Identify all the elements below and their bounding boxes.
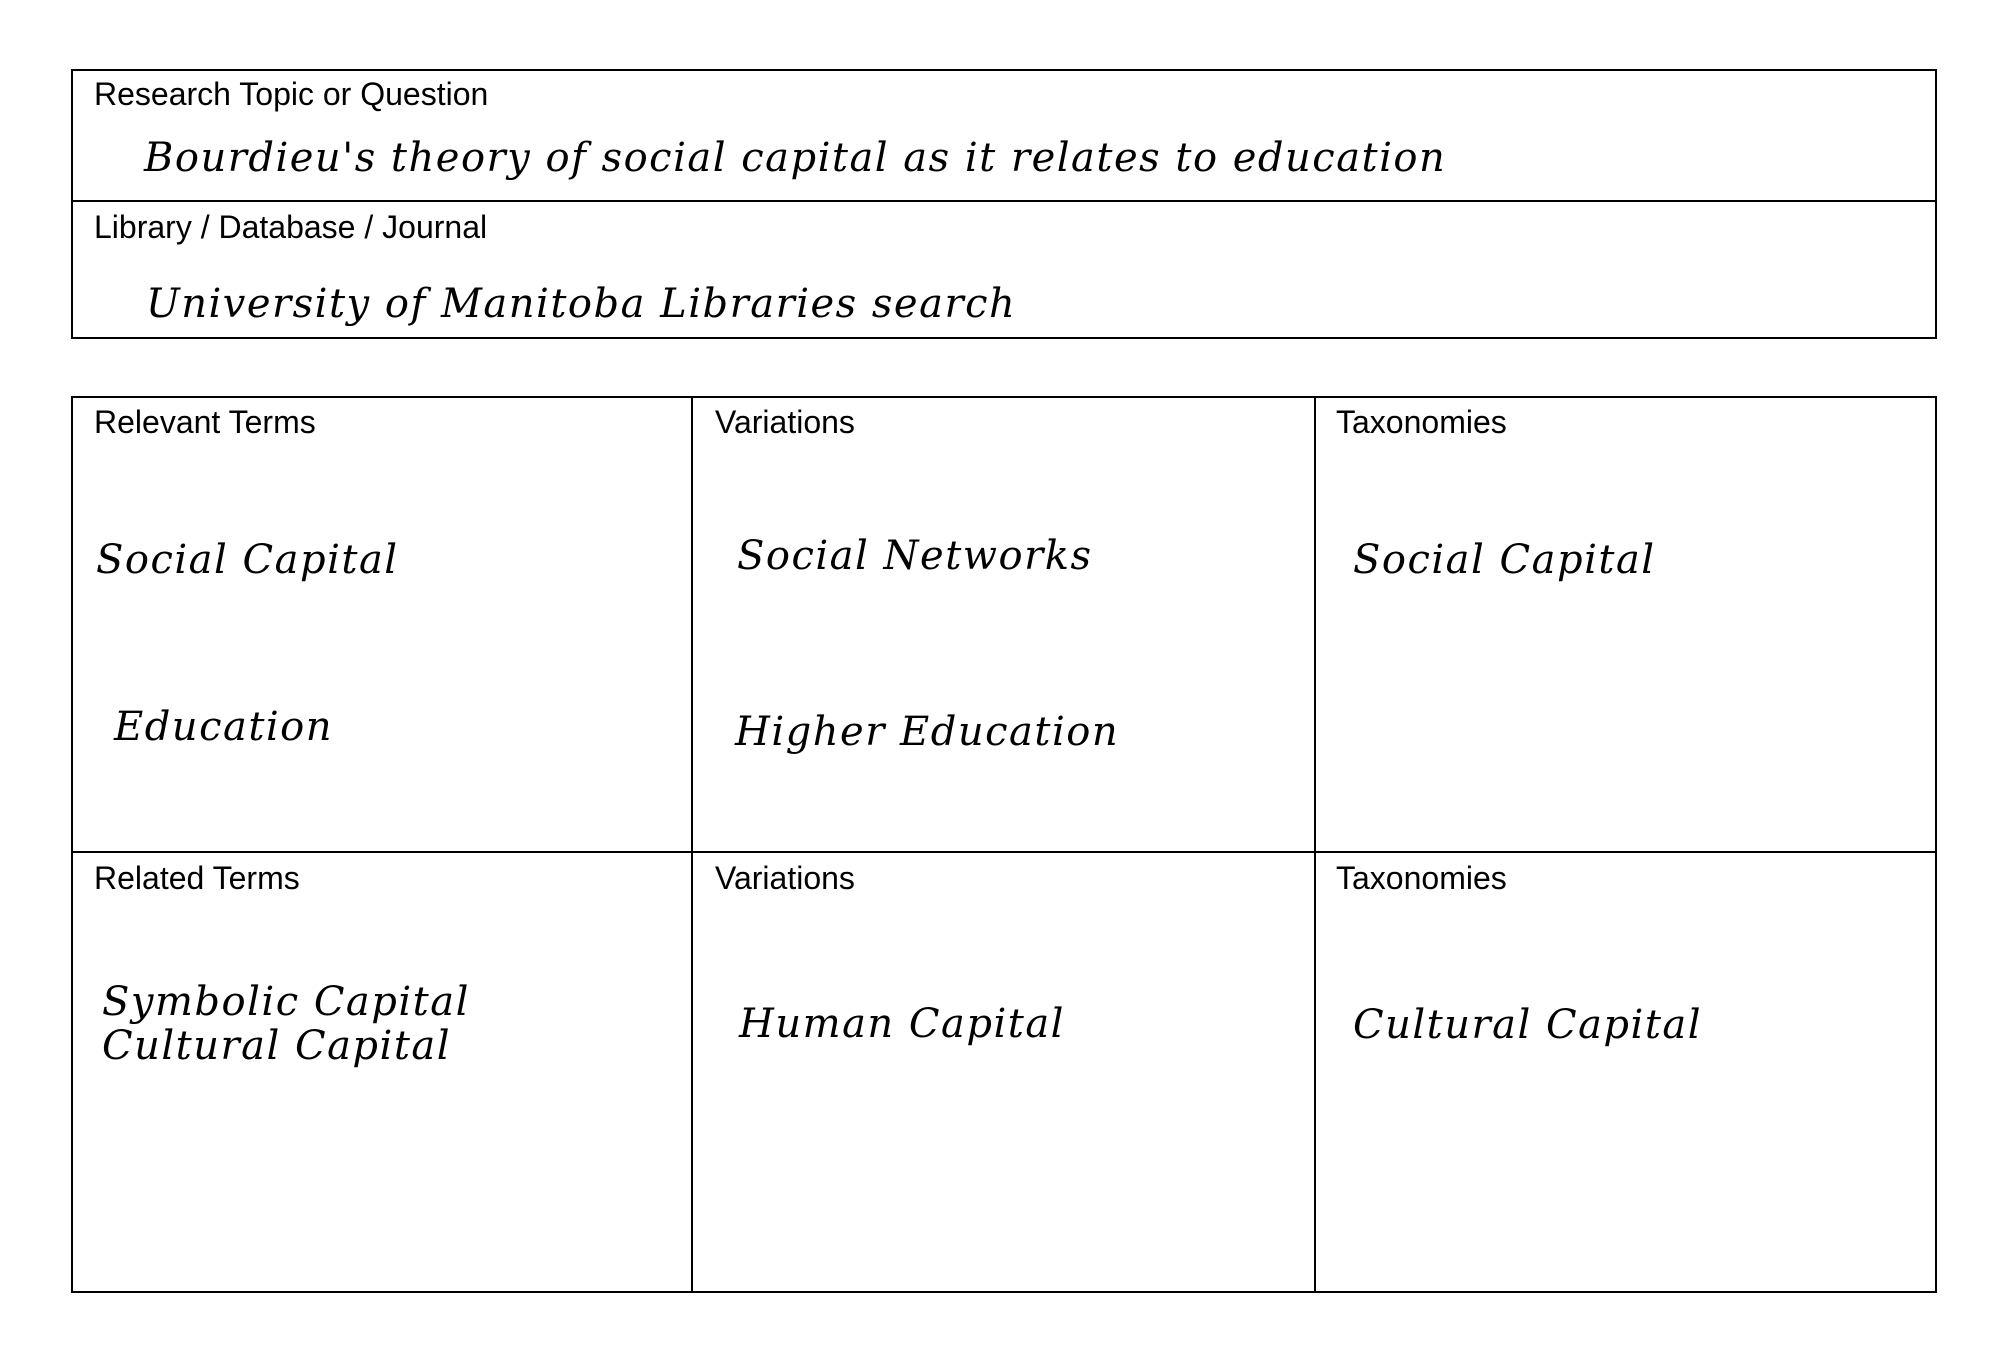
library-database-value: University of Manitoba Libraries search xyxy=(146,281,1017,327)
grid-divider-col-1 xyxy=(691,396,693,1293)
variations-label-row1: Variations xyxy=(715,404,855,440)
taxonomy-term-item: Cultural Capital xyxy=(1353,1002,1703,1048)
relevant-term-item: Education xyxy=(114,704,334,750)
related-term-item: Cultural Capital xyxy=(102,1023,452,1069)
relevant-term-item: Social Capital xyxy=(96,537,399,583)
variation-term-item: Social Networks xyxy=(737,533,1093,579)
library-database-label: Library / Database / Journal xyxy=(94,209,488,245)
grid-divider-col-2 xyxy=(1314,396,1316,1293)
related-terms-label: Related Terms xyxy=(94,860,300,896)
research-info-divider xyxy=(71,200,1937,202)
variation-term-item: Higher Education xyxy=(735,709,1120,755)
related-term-item: Symbolic Capital xyxy=(102,979,470,1025)
taxonomies-label-row2: Taxonomies xyxy=(1336,860,1507,896)
taxonomy-term-item: Social Capital xyxy=(1353,537,1656,583)
taxonomies-label-row1: Taxonomies xyxy=(1336,404,1507,440)
grid-divider-row xyxy=(71,851,1937,853)
research-topic-value: Bourdieu's theory of social capital as it relates to education xyxy=(144,135,1447,181)
terms-grid xyxy=(71,396,1937,1293)
research-topic-label: Research Topic or Question xyxy=(94,76,489,112)
relevant-terms-label: Relevant Terms xyxy=(94,404,316,440)
variation-term-item: Human Capital xyxy=(739,1001,1065,1047)
variations-label-row2: Variations xyxy=(715,860,855,896)
